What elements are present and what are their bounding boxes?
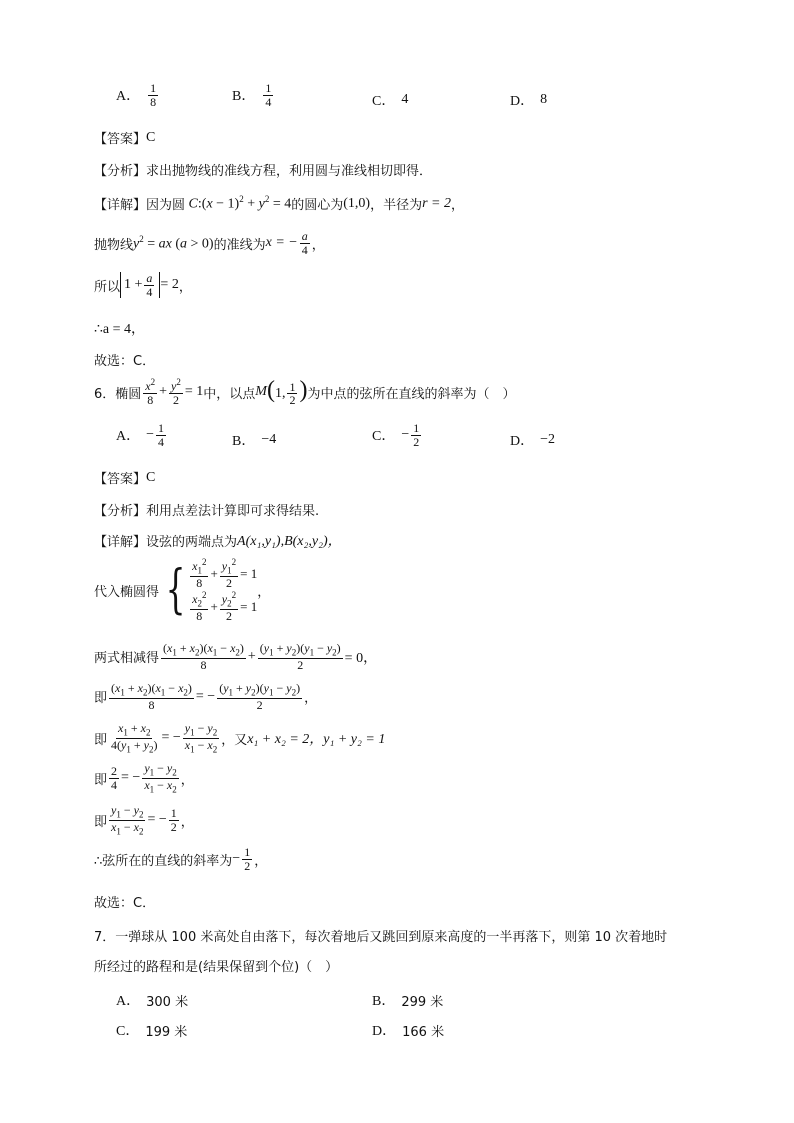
q6-option-a[interactable]: A． − $\frac{1}{4}$ <box>116 421 165 449</box>
q5-result: ∴a = 4， <box>94 322 146 337</box>
q7-option-d[interactable]: D． 166 米 <box>372 1024 445 1040</box>
q6-substitute: 代入椭圆得 { $\frac{x_1^2}{8}$ + $\frac{y_1^2}{2}$ = 1 $\frac{x_2^2}{8}$ + $\frac{y_2^2}{2}$ = 1 ， <box>94 557 271 624</box>
q5-directrix: 抛物线 $y^2$ = ax (a > 0) 的准线为 x = − $\frac{a}{4}$ ， <box>94 229 325 257</box>
q7-option-c[interactable]: C． 199 米 <box>116 1024 188 1040</box>
q7-option-a[interactable]: A． 300 米 <box>116 994 189 1010</box>
fraction: $\frac{a}{4}$ <box>301 229 308 257</box>
fraction: $\frac{1}{8}$ <box>150 81 157 109</box>
q6-step1: 即 $\frac{(x_1 + x_2)(x_1 - x_2)}{8}$ = − $\frac{(y_1 + y_2)(y_1 - y_2)}{2}$ ， <box>94 681 318 712</box>
q6-stem: 6． 椭圆 $\frac{x^2}{8}$ + $\frac{y^2}{2}$ = 1 中，以点 M (1, $\frac{1}{2}$ ) 为中点的弦所在直线的斜率为（ ） <box>94 377 516 408</box>
q6-step4: 即 $\frac{y_1 - y_2}{x_1 - x_2}$ = − $\frac{1}{2}$ ， <box>94 803 194 837</box>
q5-option-b[interactable]: B． $\frac{1}{4}$ <box>232 81 272 109</box>
q6-slope: ∴弦所在的直线的斜率为 − $\frac{1}{2}$ ， <box>94 845 268 873</box>
q5-analysis: 【分析】 求出抛物线的准线方程，利用圆与准线相切即得． <box>94 164 433 179</box>
q5-answer: 【答案】 C <box>94 129 156 147</box>
q6-subtract: 两式相减得 $\frac{(x_1 + x_2)(x_1 - x_2)}{8}$ + $\frac{(y_1 + y_2)(y_1 - y_2)}{2}$ = 0， <box>94 641 378 672</box>
equation-system: { $\frac{x_1^2}{8}$ + $\frac{y_1^2}{2}$ = 1 $\frac{x_2^2}{8}$ + $\frac{y_2^2}{2}$ = 1 <box>165 557 258 624</box>
q6-answer: 【答案】 C <box>94 469 156 487</box>
point-m: M <box>255 384 267 400</box>
q6-option-d[interactable]: D． −2 <box>510 432 556 449</box>
circle-equation: C:(x − $1)^2 + y^2 = 4$ <box>188 194 292 212</box>
q5-detail: 【详解】 因为圆 C:(x − $1)^2 + y^2 = 4$ 的圆心为 (1,0) ，半径为 r = 2 ， <box>94 194 465 213</box>
q6-choose: 故选：C． <box>94 896 156 911</box>
q6-step3: 即 $\frac{2}{4}$ = − $\frac{y_1 - y_2}{x_1 - x_2}$ ， <box>94 761 194 795</box>
q7-stem-line1: 7．一弹球从 100 米高处自由落下，每次着地后又跳回到原来高度的一半再落下，则第 10 次着地时 <box>94 930 668 945</box>
q5-option-d[interactable]: D． 8 <box>510 92 548 109</box>
q6-detail: 【详解】 设弦的两端点为 A(x₁,y₁),B(x₂,y₂)， <box>94 534 342 550</box>
q6-analysis: 【分析】 利用点差法计算即可求得结果. <box>94 504 320 519</box>
fraction: $\frac{1}{4}$ <box>265 81 272 109</box>
q6-step2: 即 $\frac{x_1 + x_2}{4(y_1 + y_2)}$ = − $\frac{y_1 - y_2}{x_1 - x_2}$ ，又 x₁ + x₂ = 2，y₁ + y₂ = 1 <box>94 721 386 755</box>
q5-option-c[interactable]: C． 4 <box>372 92 409 109</box>
parabola-equation: $y^2$ = ax (a > 0) <box>133 233 214 252</box>
q7-stem-line2: 所经过的路程和是(结果保留到个位)（ ） <box>94 960 339 975</box>
q6-option-b[interactable]: B． −4 <box>232 432 277 449</box>
q5-option-a[interactable]: A． $\frac{1}{8}$ <box>116 81 157 109</box>
q6-option-c[interactable]: C． − $\frac{1}{2}$ <box>372 421 420 449</box>
absolute-value: 1 + $\frac{a}{4}$ <box>120 272 160 298</box>
q5-tangent: 所以 1 + $\frac{a}{4}$ = 2 ， <box>94 271 192 299</box>
q7-option-b[interactable]: B． 299 米 <box>372 994 444 1010</box>
q5-choose: 故选：C． <box>94 354 156 369</box>
